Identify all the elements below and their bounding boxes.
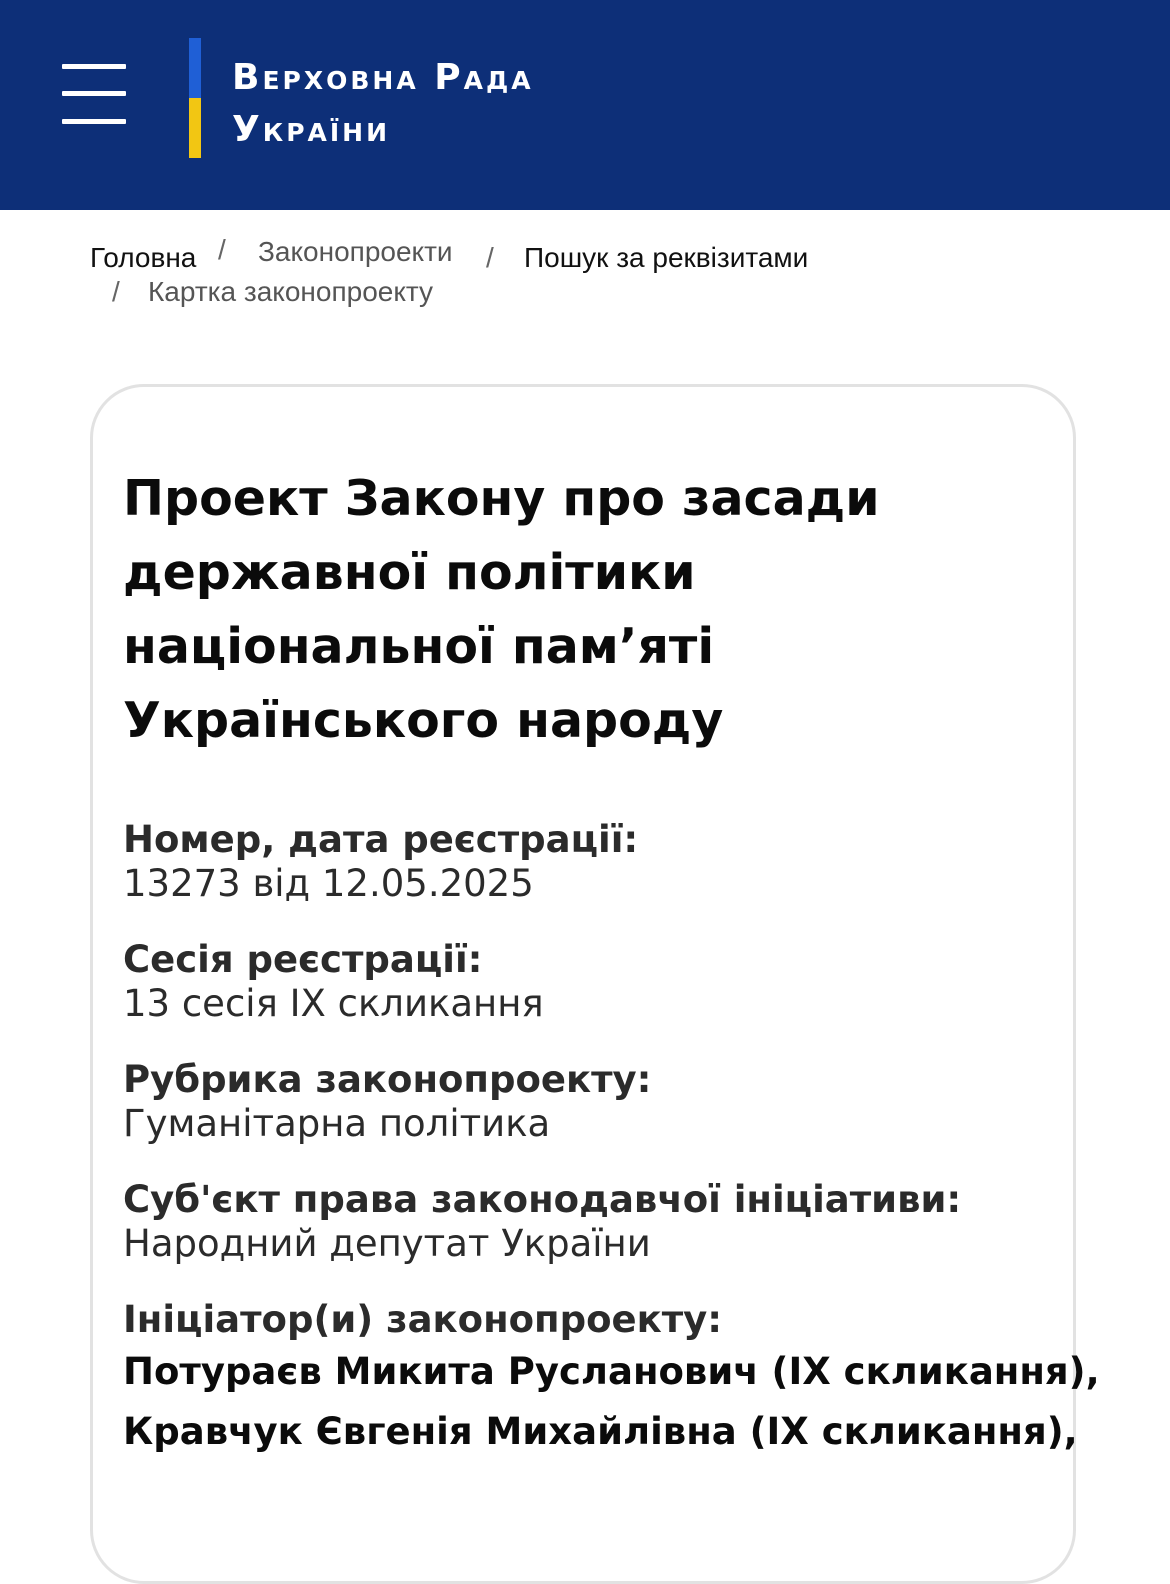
initiative-subject-value: Народний депутат України [123, 1222, 651, 1265]
breadcrumb-home[interactable]: Головна [90, 242, 197, 273]
breadcrumb-current-card: Картка законопроекту [148, 276, 434, 307]
registration-session-label: Сесія реєстрації: [123, 938, 483, 981]
hamburger-menu-icon[interactable] [62, 64, 126, 126]
registration-number-value: 13273 від 12.05.2025 [123, 862, 534, 905]
initiator-link[interactable]: Потураєв Микита Русланович (IX скликання), [123, 1350, 1100, 1393]
breadcrumb-separator: / [486, 242, 494, 273]
ukraine-flag-bar [189, 38, 201, 158]
site-logo[interactable] [232, 52, 534, 156]
breadcrumb-separator: / [112, 276, 120, 307]
bill-rubric-label: Рубрика законопроекту: [123, 1058, 652, 1101]
initiative-subject-label: Суб'єкт права законодавчої ініціативи: [123, 1178, 962, 1221]
registration-session-value: 13 сесія IX скликання [123, 982, 544, 1025]
site-header [0, 0, 1170, 210]
bill-title: Проект Закону про засади державної політики національної пам’яті Українського народу [123, 470, 880, 749]
breadcrumb-bills[interactable]: Законопроекти [258, 236, 453, 267]
breadcrumb-separator: / [218, 234, 226, 265]
initiators-label: Ініціатор(и) законопроекту: [123, 1298, 723, 1341]
logo-line-2: України [232, 109, 391, 150]
breadcrumb-search[interactable]: Пошук за реквізитами [524, 242, 809, 273]
initiator-link[interactable]: Кравчук Євгенія Михайлівна (IX скликання), [123, 1410, 1078, 1453]
bill-rubric-value: Гуманітарна політика [123, 1102, 551, 1145]
logo-line-1: Верховна Рада [232, 57, 534, 98]
registration-number-label: Номер, дата реєстрації: [123, 818, 639, 861]
